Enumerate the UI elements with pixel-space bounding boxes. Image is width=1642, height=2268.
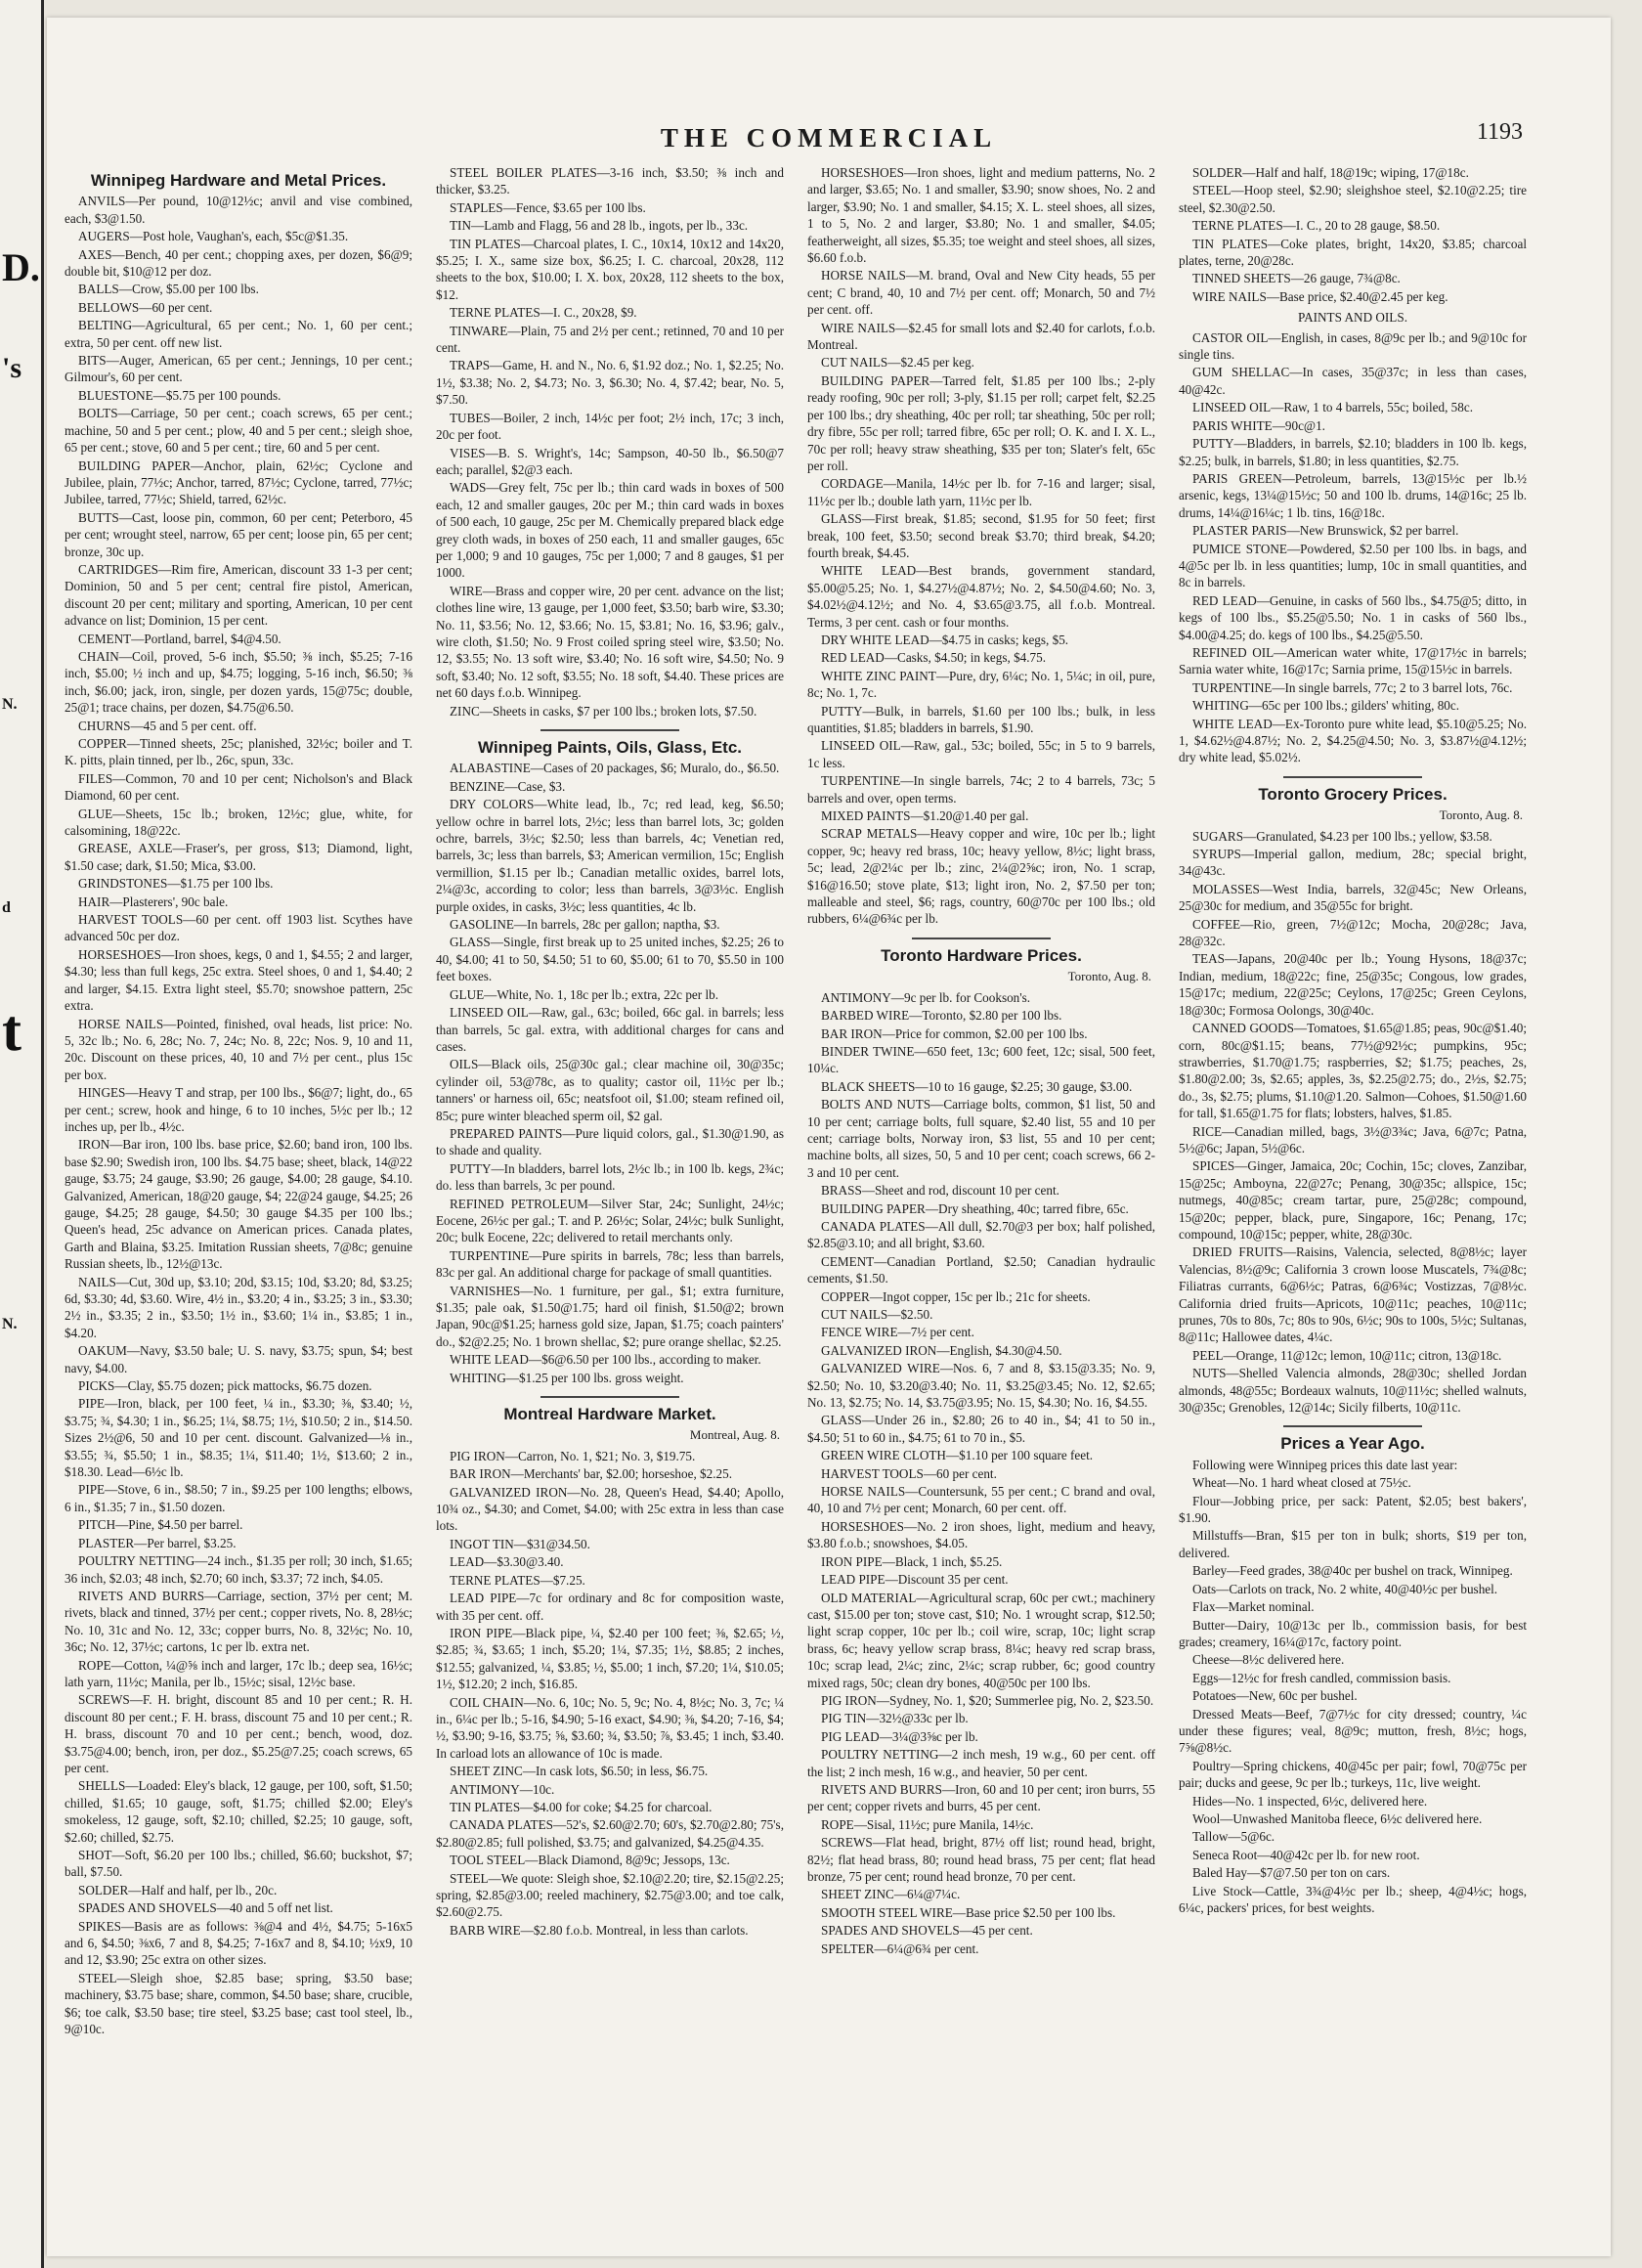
price-entry: SOLDER—Half and half, per lb., 20c. — [78, 1882, 278, 1897]
price-entry: Potatoes—New, 60c per bushel. — [1192, 1688, 1358, 1704]
price-entry: ANVILS—Per pound, 10@12½c; anvil and vise combined, each, $3@1.50. — [65, 194, 412, 226]
price-entry: SCREWS—F. H. bright, discount 85 and 10 per cent.; R. H. discount 80 per cent.; F. H. brass, discount 75 and 10 per cent.; R. H. brass, discount 70 and 10 per cent.; bench, wood, doz. $3.75@4.00; bench, iron, per doz., $5.25@7.25; coach screws, 65 per cent. — [65, 1692, 412, 1775]
price-entry: CEMENT—Portland, barrel, $4@4.50. — [78, 631, 281, 646]
price-entry: IRON—Bar iron, 100 lbs. base price, $2.60; band iron, 100 lbs. base $2.90; Swedish iron, 100 lbs. $4.75 base; sheet, black, 14@22 gauge, $3.75; 24 gauge, $3.90; 26 gauge, $4.00; 28 gauge, $4.10. Galvanized, American, 18@20 gauge, $4; 22@24 gauge, $4.25; 26 gauge, $4.25; 28 gauge, $4.50; 30 gauge $4.35 per 100 lbs.; Queen's head, 25c advance on American prices. Canada plates, Garth and Blaina, $3.25. Imitation Russian sheets, 7@8c; genuine Russian sheets, lb., 12½@13c. — [65, 1137, 412, 1272]
price-entry: RIVETS AND BURRS—Iron, 60 and 10 per cent; iron burrs, 55 per cent; copper rivets and burrs, 45 per cent. — [807, 1781, 1155, 1814]
dateline: Montreal, Aug. 8. — [689, 1427, 780, 1443]
price-entry: PIG TIN—32½@33c per lb. — [821, 1711, 969, 1726]
price-entry: OLD MATERIAL—Agricultural scrap, 60c per cwt.; machinery cast, $15.00 per ton; stove cast, $10; No. 1 wrought scrap, $12.50; light scrap copper, 10c per lb.; coil wire, scrap, 10c; light scrap brass, 6c; heavy yellow scrap brass, 8¼c; heavy red scrap brass, 10c; scrap lead, 2¼c; zinc, 2¼c; scrap rubber, 6c; good country mixed rags, 50c; clean dry bones, 40@50c per 100 lbs. — [807, 1590, 1155, 1690]
price-entry: Dressed Meats—Beef, 7@7½c for city dressed; country, ¼c under these figures; veal, 8@9c; mutton, fresh, 8½c; hogs, 7⅝@8½c. — [1179, 1706, 1527, 1756]
section-heading: Winnipeg Paints, Oils, Glass, Etc. — [477, 738, 743, 757]
price-entry: LINSEED OIL—Raw, gal., 53c; boiled, 55c; in 5 to 9 barrels, 1c less. — [807, 738, 1155, 770]
price-entry: GREASE, AXLE—Fraser's, per gross, $13; Diamond, light, $1.50 case; dark, $1.50; Mica, $3.00. — [65, 841, 412, 873]
price-entry: BARB WIRE—$2.80 f.o.b. Montreal, in less than carlots. — [450, 1922, 749, 1938]
price-entry: SHOT—Soft, $6.20 per 100 lbs.; chilled, $6.60; buckshot, $7; ball, $7.50. — [65, 1848, 412, 1880]
price-entry: POULTRY NETTING—24 inch., $1.35 per roll; 30 inch, $1.65; 36 inch, $2.03; 48 inch, $2.70; 60 inch, $3.37; 72 inch, $4.05. — [65, 1553, 412, 1586]
price-entry: HORSESHOES—Iron shoes, light and medium patterns, No. 2 and larger, $3.65; No. 1 and smaller, $3.90; snow shoes, No. 2 and larger, $3.90; No. 1 and smaller, $4.15; X. L. steel shoes, all sizes, 1 to 5, No. 2 and larger, $3.80; No. 1 and smaller, $4.05; featherweight, all sizes, $5.35; toe weight and steel shoes, all sizes, $6.60 f.o.b. — [807, 165, 1155, 266]
price-entry: SMOOTH STEEL WIRE—Base price $2.50 per 100 lbs. — [821, 1904, 1116, 1920]
price-entry: GALVANIZED WIRE—Nos. 6, 7 and 8, $3.15@3.35; No. 9, $2.50; No. 10, $3.20@3.40; No. 11, $3.25@3.45; No. 12, $2.65; No. 13, $2.75; No. 14, $3.75@3.95; No. 15, $4.30; No. 16, $4.55. — [807, 1361, 1155, 1411]
price-entry: Flax—Market nominal. — [1192, 1599, 1315, 1615]
price-entry: GRINDSTONES—$1.75 per 100 lbs. — [78, 876, 274, 892]
price-entry: CHAIN—Coil, proved, 5-6 inch, $5.50; ⅜ inch, $5.25; 7-16 inch, $5.00; ½ inch and up, $4.75; logging, 5-16 inch, $6.50; ⅜ inch, $6.00; jack, iron, single, per dozen yards, 15@75c; double, 25@1; trace chains, per dozen, $4.75@6.50. — [65, 648, 412, 716]
price-entry: Eggs—12½c for fresh candled, commission basis. — [1192, 1670, 1451, 1685]
price-entry: Butter—Dairy, 10@13c per lb., commission basis, for best grades; creamery, 16¼@17c, factory point. — [1179, 1617, 1527, 1649]
dateline: Toronto, Aug. 8. — [1439, 807, 1523, 823]
price-entry: RED LEAD—Genuine, in casks of 560 lbs., $4.75@5; ditto, in kegs of 100 lbs., $5.25@5.50; No. 1 in casks of 560 lbs., $4.00@4.25; do. kegs of 100 lbs., $4.25@5.50. — [1179, 592, 1527, 642]
price-entry: WHITE LEAD—Best brands, government standard, $5.00@5.25; No. 1, $4.27½@4.87½; No. 2, $4.50@4.60; No. 3, $4.02½@4.12½; and No. 4, $3.65@3.75, all f.o.b. Montreal. Terms, 3 per cent. cash or four months. — [807, 563, 1155, 630]
price-entry: SUGARS—Granulated, $4.23 per 100 lbs.; yellow, $3.58. — [1192, 828, 1492, 844]
price-entry: GUM SHELLAC—In cases, 35@37c; in less than cases, 40@42c. — [1179, 365, 1527, 397]
price-entry: Barley—Feed grades, 38@40c per bushel on track, Winnipeg. — [1192, 1563, 1513, 1579]
price-entry: PIPE—Iron, black, per 100 feet, ¼ in., $3.30; ⅜, $3.40; ½, $3.75; ¾, $4.30; 1 in., $6.25; 1¼, $8.75; 1½, $10.50; 2 in., $14.50. Sizes 2½@6, 50 and 10 per cent. discount. Galvanized—⅛ in., $3.55; ¾, $5.50; 1 in., $8.35; 1¼, $11.40; 1½, $13.60; 2 in., $18.30. Lead—6½c lb. — [65, 1396, 412, 1480]
section-heading: Toronto Grocery Prices. — [1258, 784, 1448, 804]
price-entry: BUILDING PAPER—Anchor, plain, 62½c; Cyclone and Jubilee, plain, 77½c; Anchor, tarred, 87½c; Cyclone, tarred, 77½c; Jubilee, tarred, 77½c; Shield, tarred, 62½c. — [65, 458, 412, 507]
price-entry: PUTTY—Bladders, in barrels, $2.10; bladders in 100 lb. kegs, $2.25; bulk, in barrels, $1.80; in less quantities, $2.75. — [1179, 436, 1527, 468]
price-entry: PIPE—Stove, 6 in., $8.50; 7 in., $9.25 per 100 lengths; elbows, 6 in., $1.35; 7 in., $1.50 dozen. — [65, 1482, 412, 1514]
price-entry: COPPER—Tinned sheets, 25c; planished, 32½c; boiler and T. K. pitts, plain tinned, per lb., 26c, spun, 33c. — [65, 736, 412, 768]
price-entry: MOLASSES—West India, barrels, 32@45c; New Orleans, 25@30c for medium, and 35@55c for bright. — [1179, 881, 1527, 914]
price-entry: SYRUPS—Imperial gallon, medium, 28c; special bright, 34@43c. — [1179, 847, 1527, 879]
price-entry: LINSEED OIL—Raw, gal., 63c; boiled, 66c gal. in barrels; less than barrels, 5c gal. extra, with additional charges for cans and cases. — [436, 1005, 784, 1054]
price-entry: BUTTS—Cast, loose pin, common, 60 per cent; Peterboro, 45 per cent; wrought steel, narrow, 65 per cent; loose pin, 65 per cent; bronze, 30c up. — [65, 509, 412, 559]
price-entry: SPIKES—Basis are as follows: ⅜@4 and 4½, $4.75; 5-16x5 and 6, $4.50; ⅜x6, 7 and 8, $4.25; 7-16x7 and 8, $4.10; ½x9, 10 and 12, $3.90; 25c extra on other sizes. — [65, 1918, 412, 1968]
price-entry: PEEL—Orange, 11@12c; lemon, 10@11c; citron, 13@18c. — [1192, 1347, 1502, 1363]
price-entry: SHEET ZINC—In cask lots, $6.50; in less, $6.75. — [450, 1764, 709, 1779]
price-entry: STAPLES—Fence, $3.65 per 100 lbs. — [450, 199, 646, 215]
price-entry: Following were Winnipeg prices this date last year: — [1192, 1457, 1458, 1472]
price-entry: BUILDING PAPER—Dry sheathing, 40c; tarred fibre, 65c. — [821, 1200, 1129, 1216]
section-divider — [1283, 1425, 1422, 1427]
section-heading: Montreal Hardware Market. — [503, 1405, 716, 1424]
column-1 — [65, 164, 412, 2038]
price-entry: CORDAGE—Manila, 14½c per lb. for 7-16 and larger; sisal, 11½c per lb.; double lath yarn, 11½c per lb. — [807, 476, 1155, 508]
price-entry: PLASTER—Per barrel, $3.25. — [78, 1535, 237, 1550]
adjacent-page-fragment: N. — [2, 1316, 18, 1332]
price-entry: PICKS—Clay, $5.75 dozen; pick mattocks, $6.75 dozen. — [78, 1378, 372, 1394]
price-entry: DRY WHITE LEAD—$4.75 in casks; kegs, $5. — [821, 632, 1069, 647]
price-entry: TINNED SHEETS—26 gauge, 7¾@8c. — [1192, 271, 1401, 286]
price-entry: WIRE NAILS—$2.45 for small lots and $2.40 for carlots, f.o.b. Montreal. — [807, 320, 1155, 353]
price-entry: HARVEST TOOLS—60 per cent. off 1903 list. Scythes have advanced 50c per doz. — [65, 912, 412, 944]
price-entry: OAKUM—Navy, $3.50 bale; U. S. navy, $3.75; spun, $4; best navy, $4.00. — [65, 1343, 412, 1375]
price-entry: IRON PIPE—Black pipe, ¼, $2.40 per 100 feet; ⅜, $2.65; ½, $2.85; ¾, $3.65; 1 inch, $5.20; 1¼, $7.35; 1½, $8.85; 2 inches, $12.55; galvanized, ¼, $3.85; ½, $5.00; 1 inch, $7.20; 1¼, $10.05; 1½, $12.20; 2 inch, $16.85. — [436, 1625, 784, 1692]
price-entry: GLUE—Sheets, 15c lb.; broken, 12½c; glue, white, for calsomining, 18@22c. — [65, 806, 412, 839]
price-entry: CUT NAILS—$2.50. — [821, 1307, 933, 1322]
price-entry: VARNISHES—No. 1 furniture, per gal., $1; extra furniture, $1.35; pale oak, $1.50@1.75; hard oil finish, $1.50@2; brown Japan, 90c@$1.25; harness gold size, Japan, $1.75; coach painters' do., $2@2.25; No. 1 brown shellac, $2; pure orange shellac, $2.25. — [436, 1283, 784, 1349]
price-entry: ROPE—Cotton, ¼@⅝ inch and larger, 17c lb.; deep sea, 16½c; lath yarn, 11½c; Manila, per lb., 15½c; sisal, 12½c base. — [65, 1657, 412, 1689]
adjacent-page-fragment: N. — [2, 696, 18, 713]
price-entry: Wool—Unwashed Manitoba fleece, 6½c delivered here. — [1192, 1810, 1483, 1826]
price-entry: PUTTY—In bladders, barrel lots, 2½c lb.; in 100 lb. kegs, 2¾c; do. less than barrels, 3c per pound. — [436, 1160, 784, 1194]
adjacent-page-fragment: t — [2, 998, 22, 1063]
price-entry: Flour—Jobbing price, per sack: Patent, $2.05; best bakers', $1.90. — [1179, 1493, 1527, 1526]
price-entry: HORSE NAILS—M. brand, Oval and New City heads, 55 per cent; C brand, 40, 10 and 7½ per cent. off; Monarch, 50 and 7½ per cent. off. — [807, 268, 1155, 318]
dateline: Toronto, Aug. 8. — [1067, 969, 1151, 984]
price-entry: PLASTER PARIS—New Brunswick, $2 per barrel. — [1192, 523, 1459, 539]
price-entry: BITS—Auger, American, 65 per cent.; Jennings, 10 per cent.; Gilmour's, 60 per cent. — [65, 353, 412, 385]
price-entry: REFINED OIL—American water white, 17@17½c in barrels; Sarnia water white, 16@17c; Sarnia prime, 15@15½c in barrels. — [1179, 644, 1527, 677]
price-entry: LEAD PIPE—Discount 35 per cent. — [821, 1572, 1009, 1588]
price-entry: BELTING—Agricultural, 65 per cent.; No. 1, 60 per cent.; extra, 50 per cent. off new list. — [65, 318, 412, 350]
price-entry: TUBES—Boiler, 2 inch, 14½c per foot; 2½ inch, 17c; 3 inch, 20c per foot. — [436, 410, 784, 443]
price-entry: ANTIMONY—10c. — [450, 1781, 555, 1797]
section-divider — [540, 729, 679, 731]
price-entry: SPICES—Ginger, Jamaica, 20c; Cochin, 15c; cloves, Zanzibar, 15@25c; Amboyna, 22@27c; Penang, 30@35c; allspice, 15c; nutmegs, 40@85c; cream tartar, pure, 25@28c; compound, 15@20c; pepper, black, pure, Singapore, 16c; Penang, 17c; compound, 10@15c; pepper, white, 28@30c. — [1179, 1158, 1527, 1242]
price-entry: TURPENTINE—Pure spirits in barrels, 78c; less than barrels, 83c per gal. An additional charge for package of small quantities. — [436, 1247, 784, 1281]
price-entry: BINDER TWINE—650 feet, 13c; 600 feet, 12c; sisal, 500 feet, 10¼c. — [807, 1043, 1155, 1076]
price-entry: LEAD PIPE—7c for ordinary and 8c for composition waste, with 35 per cent. off. — [436, 1591, 784, 1623]
price-entry: AXES—Bench, 40 per cent.; chopping axes, per dozen, $6@9; double bit, $10@12 per doz. — [65, 246, 412, 280]
price-entry: PIG IRON—Carron, No. 1, $21; No. 3, $19.75. — [450, 1448, 696, 1463]
price-entry: ROPE—Sisal, 11½c; pure Manila, 14½c. — [821, 1816, 1034, 1832]
price-entry: Baled Hay—$7@7.50 per ton on cars. — [1192, 1865, 1391, 1881]
price-entry: TERNE PLATES—$7.25. — [450, 1572, 585, 1588]
price-entry: HINGES—Heavy T and strap, per 100 lbs., $6@7; light, do., 65 per cent.; screw, hook and hinge, 6 to 10 inches, 5½c per lb.; 12 inches up, per lb., 4½c. — [65, 1085, 412, 1134]
price-entry: HORSE NAILS—Pointed, finished, oval heads, list price: No. 5, 32c lb.; No. 6, 28c; No. 7, 24c; No. 8, 22c; Nos. 9, 10 and 11, 20c. Discount on these prices, 40, 10 and 7½ per cent., plus 15c per box. — [65, 1016, 412, 1082]
price-entry: WHITE LEAD—$6@6.50 per 100 lbs., according to maker. — [450, 1352, 761, 1368]
price-entry: GLASS—Single, first break up to 25 united inches, $2.25; 26 to 40, $4.00; 41 to 50, $4.50; 51 to 60, $5.00; 61 to 70, $5.50 in 100 feet boxes. — [436, 935, 784, 984]
price-entry: SPADES AND SHOVELS—40 and 5 off net list. — [78, 1900, 333, 1916]
price-entry: Seneca Root—40@42c per lb. for new root. — [1192, 1847, 1420, 1862]
price-entry: BALLS—Crow, $5.00 per 100 lbs. — [78, 282, 259, 297]
price-entry: TOOL STEEL—Black Diamond, 8@9c; Jessops, 13c. — [450, 1853, 730, 1868]
price-entry: WIRE NAILS—Base price, $2.40@2.45 per keg. — [1192, 288, 1448, 304]
price-entry: COPPER—Ingot copper, 15c per lb.; 21c for sheets. — [821, 1288, 1091, 1304]
price-entry: ZINC—Sheets in casks, $7 per 100 lbs.; broken lots, $7.50. — [450, 703, 757, 719]
price-entry: CANADA PLATES—52's, $2.60@2.70; 60's, $2.70@2.80; 75's, $2.80@2.85; full polished, $3.75; and galvanized, $4.25@4.35. — [436, 1817, 784, 1850]
price-entry: GALVANIZED IRON—English, $4.30@4.50. — [821, 1342, 1062, 1358]
price-entry: Wheat—No. 1 hard wheat closed at 75½c. — [1192, 1475, 1411, 1491]
price-entry: HARVEST TOOLS—60 per cent. — [821, 1465, 997, 1481]
price-entry: BAR IRON—Price for common, $2.00 per 100 lbs. — [821, 1025, 1088, 1041]
price-entry: CASTOR OIL—English, in cases, 8@9c per lb.; and 9@10c for single tins. — [1179, 329, 1527, 363]
price-entry: BOLTS AND NUTS—Carriage bolts, common, $1 list, 50 and 10 per cent; carriage bolts, full square, $2.40 list, 55 and 10 per cent; carriage bolts, Norway iron, $3 list, 55 and 10 per cent; machine bolts, all sizes, 50, 5 and 10 per cent; coach screws, 66 2-3 and 10 per cent. — [807, 1097, 1155, 1180]
section-divider — [1283, 776, 1422, 778]
price-entry: WADS—Grey felt, 75c per lb.; thin card wads in boxes of 500 each, 12 and smaller gauges, 20c per M.; thin card wads in boxes of 500 each, 10 gauge, 25c per M. Chemically prepared black edge grey cloth wads, in boxes of 250 each, 11 and smaller gauges, 65c per 1,000; 9 and 10 gauges, 75c per 1,000; 7 and 8 gauges, $1 per 1000. — [436, 480, 784, 581]
price-entry: PIG LEAD—3¼@3⅝c per lb. — [821, 1728, 978, 1744]
column-4 — [1179, 164, 1527, 1917]
price-entry: DRY COLORS—White lead, lb., 7c; red lead, keg, $6.50; yellow ochre in barrel lots, 2½c; less than barrel lots, 3c; golden ochre, barrels, 3½c; $2.50; less than barrels, 4c; Venetian red, barrels, 3c; less than barrels, $3; American vermilion, 15c; English vermillion, $1.15 per lb.; Canadian metallic oxides, barrel lots, 2¼@3c, according to color; less than barrels, 3@3½c. English purple oxides, in casks, 3½c; less quantities, 4c lb. — [436, 797, 784, 914]
price-entry: FENCE WIRE—7½ per cent. — [821, 1325, 974, 1340]
price-entry: GLASS—First break, $1.85; second, $1.95 for 50 feet; first break, 100 feet, $3.50; second break $3.70; third break, $4.20; fourth break, $4.45. — [807, 511, 1155, 560]
price-entry: STEEL—Hoop steel, $2.90; sleighshoe steel, $2.10@2.25; tire steel, $2.30@2.50. — [1179, 183, 1527, 215]
price-entry: TERNE PLATES—I. C., 20 to 28 gauge, $8.50. — [1192, 218, 1441, 234]
price-entry: CUT NAILS—$2.45 per keg. — [821, 355, 974, 371]
price-entry: CEMENT—Canadian Portland, $2.50; Canadian hydraulic cements, $1.50. — [807, 1253, 1155, 1287]
price-entry: RIVETS AND BURRS—Carriage, section, 37½ per cent; M. rivets, black and tinned, 37½ per cent.; copper rivets, No. 8, 28½c; No. 10, 31c and No. 12, 33c; copper burrs, No. 8, 32½c; No. 10, 36c; No. 12, 37½c; cartons, 1c per lb. extra net. — [65, 1588, 412, 1655]
section-heading: Prices a Year Ago. — [1280, 1434, 1425, 1454]
price-entry: SOLDER—Half and half, 18@19c; wiping, 17@18c. — [1192, 165, 1469, 180]
price-entry: SCRAP METALS—Heavy copper and wire, 10c per lb.; light copper, 9c; heavy red brass, 10c; heavy yellow, 8½c; light brass, 5c; lead, 2@2¼c per lb.; zinc, 2¼@2⅝c; iron, No. 1 scrap, $16@16.50; stove plate, $13; light iron, No. 2, $7.50 per ton; malleable and steel, $6; rags, country, 60@70c per 100 lbs.; old rubbers, 6¼@6¾c per lb. — [807, 826, 1155, 927]
price-entry: CANNED GOODS—Tomatoes, $1.65@1.85; peas, 90c@$1.40; corn, 80c@$1.15; beans, 77½@92½c; pumpkins, 95c; strawberries, $1.70@1.75; raspberries, $2; $1.75; peaches, 2s, $1.80@2.00; 3s, $2.65; apples, 3s, $2.25@2.75; do., 2½s, $2.75; do., 3s, $2.75; plums, $1.10@1.20. Salmon—Cohoes, $1.50@1.60 for tall, $1.65@1.75 for flats; lobsters, halves, $1.85. — [1179, 1021, 1527, 1121]
price-entry: HORSESHOES—Iron shoes, kegs, 0 and 1, $4.55; 2 and larger, $4.30; less than full kegs, 25c extra. Steel shoes, 0 and 1, $4.40; 2 and larger, $4.15. Extra light steel, $5.70; snowshoe pattern, 25c extra. — [65, 946, 412, 1014]
price-entry: TINWARE—Plain, 75 and 2½ per cent.; retinned, 70 and 10 per cent. — [436, 323, 784, 356]
section-divider — [540, 1396, 679, 1398]
price-entry: Hides—No. 1 inspected, 6½c, delivered here. — [1192, 1793, 1428, 1809]
price-entry: SPADES AND SHOVELS—45 per cent. — [821, 1923, 1033, 1939]
price-entry: PREPARED PAINTS—Pure liquid colors, gal., $1.30@1.90, as to shade and quality. — [436, 1125, 784, 1158]
price-entry: MIXED PAINTS—$1.20@1.40 per gal. — [821, 808, 1029, 824]
price-entry: WIRE—Brass and copper wire, 20 per cent. advance on the list; clothes line wire, 13 gauge, per 1,000 feet, $3.50; barb wire, $3.30; No. 11, $3.56; No. 12, $3.66; No. 15, $3.81; No. 16, $3.96; galv., wire cloth, $1.50; No. 9 Frost coiled spring steel wire, $3.50; No. 12, $3.55; No. 13 soft wire, $3.40; No. 16 soft wire, $4.50; No. 9 soft, $3.40; No. 12 soft, $3.55; No. 18 soft, $4.40. These prices are net 60 days f.o.b. Winnipeg. — [436, 583, 784, 701]
price-entry: NUTS—Shelled Valencia almonds, 28@30c; shelled Jordan almonds, 48@55c; Bordeaux walnuts, 10@11½c; shelled walnuts, 30@35c; Grenobles, 12@14c; Sicily filberts, 10@11c. — [1179, 1366, 1527, 1416]
price-entry: Tallow—5@6c. — [1192, 1829, 1275, 1845]
price-entry: ANTIMONY—9c per lb. for Cookson's. — [821, 989, 1031, 1005]
price-entry: VISES—B. S. Wright's, 14c; Sampson, 40-50 lb., $6.50@7 each; parallel, $2@3 each. — [436, 445, 784, 477]
price-entry: HORSE NAILS—Countersunk, 55 per cent.; C brand and oval, 40, 10 and 7½ per cent; Monarch, 60 per cent. off. — [807, 1484, 1155, 1516]
price-entry: OILS—Black oils, 25@30c gal.; clear machine oil, 30@35c; cylinder oil, 53@78c, as to quality; castor oil, 11½c per lb.; tanners' or harness oil, 65c; neatsfoot oil, $1.00; steam refined oil, 85c; pure winter bleached sperm oil, $2 gal. — [436, 1057, 784, 1123]
price-entry: RICE—Canadian milled, bags, 3½@3¾c; Java, 6@7c; Patna, 5½@6c; Japan, 5½@6c. — [1179, 1123, 1527, 1156]
section-divider — [912, 938, 1051, 939]
section-heading: Winnipeg Hardware and Metal Prices. — [90, 171, 387, 190]
adjacent-page-strip — [0, 0, 44, 2268]
adjacent-page-fragment: D. — [2, 245, 40, 289]
price-entry: Oats—Carlots on track, No. 2 white, 40@40½c per bushel. — [1192, 1581, 1498, 1596]
price-entry: SCREWS—Flat head, bright, 87½ off list; round head, bright, 82½; flat head brass, 80; round head brass, 75 per cent; flat head bronze, 75 per cent; round head bronze, 70 per cent. — [807, 1835, 1155, 1884]
price-entry: BRASS—Sheet and rod, discount 10 per cent. — [821, 1183, 1059, 1199]
price-entry: LEAD—$3.30@3.40. — [450, 1554, 564, 1570]
price-entry: BAR IRON—Merchants' bar, $2.00; horseshoe, $2.25. — [450, 1466, 733, 1482]
price-entry: Cheese—8½c delivered here. — [1192, 1652, 1345, 1668]
page-title: THE COMMERCIAL — [660, 123, 998, 153]
price-entry: WHITE LEAD—Ex-Toronto pure white lead, $5.10@5.25; No. 1, $4.62½@4.87½; No. 2, $4.25@4.50; No. 3, $3.87½@4.12½; dry white lead, $5.02½. — [1179, 716, 1527, 765]
price-entry: COIL CHAIN—No. 6, 10c; No. 5, 9c; No. 4, 8½c; No. 3, 7c; ¼ in., 6¼c per lb.; 5-16, $4.90; 5-16 exact, $4.90; ⅜, $4.20; 7-16, $4; ½, $3.90; 9-16, $3.75; ⅝, $3.60; ¾, $3.50; ⅞, $3.45; 1 inch, $3.40. In carload lots an allowance of 10c is made. — [436, 1694, 784, 1761]
page-number: 1193 — [1476, 119, 1523, 145]
price-entry: Millstuffs—Bran, $15 per ton in bulk; shorts, $19 per ton, delivered. — [1179, 1528, 1527, 1560]
price-entry: TIN PLATES—$4.00 for coke; $4.25 for charcoal. — [450, 1799, 713, 1814]
price-entry: BLUESTONE—$5.75 per 100 pounds. — [78, 387, 281, 403]
subsection-heading: PAINTS AND OILS. — [1298, 310, 1407, 326]
price-entry: PUMICE STONE—Powdered, $2.50 per 100 lbs. in bags, and 4@5c per lb. in less quantities; lump, 10c in small quantities, and 8c in barrels. — [1179, 541, 1527, 590]
newspaper-page — [47, 18, 1611, 2256]
price-entry: GALVANIZED IRON—No. 28, Queen's Head, $4.40; Apollo, 10¾ oz., $4.30; and Comet, $4.00; with 25c extra in less than case lots. — [436, 1484, 784, 1534]
price-entry: PITCH—Pine, $4.50 per barrel. — [78, 1517, 243, 1533]
price-entry: TIN PLATES—Coke plates, bright, 14x20, $3.85; charcoal plates, terne, 20@28c. — [1179, 236, 1527, 269]
price-entry: BARBED WIRE—Toronto, $2.80 per 100 lbs. — [821, 1008, 1062, 1024]
price-entry: TEAS—Japans, 20@40c per lb.; Young Hysons, 18@37c; Indian, medium, 18@22c; fine, 25@35c; Congous, low grades, 15@17c; medium, 22@25c; Ceylons, 17@25c; Green Ceylons, 18@30c; Formosa Oolongs, 30@40c. — [1179, 951, 1527, 1018]
adjacent-page-fragment: d — [2, 899, 11, 916]
price-entry: BUILDING PAPER—Tarred felt, $1.85 per 100 lbs.; 2-ply ready roofing, 90c per roll; 3-ply, $1.15 per roll; carpet felt, $2.25 per 100 lbs.; dry sheathing, 40c per roll; tar sheathing, 50c per roll; dry fibre, 55c per roll; tarred fibre, 65c per roll; O. K. and I. X. L., 70c per roll; heavy straw sheathing, $35 per ton; Slater's felt, 65c per roll. — [807, 372, 1155, 473]
price-entry: TIN PLATES—Charcoal plates, I. C., 10x14, 10x12 and 14x20, $5.25; I. X., same size box, $6.25; I. C. charcoal, 20x28, 112 sheets to the box, $10.00; I. X. box, 20x28, 112 sheets to the box, $12. — [436, 236, 784, 302]
price-entry: STEEL—We quote: Sleigh shoe, $2.10@2.20; tire, $2.15@2.25; spring, $2.85@3.00; reeled machinery, $2.75@3.00; and toe calk, $2.60@2.75. — [436, 1870, 784, 1920]
price-entry: BENZINE—Case, $3. — [450, 778, 566, 794]
price-entry: PUTTY—Bulk, in barrels, $1.60 per 100 lbs.; bulk, in less quantities, $1.85; bladders in barrels, $1.90. — [807, 703, 1155, 735]
price-entry: SHELLS—Loaded: Eley's black, 12 gauge, per 100, soft, $1.50; chilled, $1.65; 10 gauge, soft, $1.75; chilled $2.00; Eley's smokeless, 12 gauge, soft, $2.10; chilled, $2.25; 10 gauge, soft, $2.60; chilled, $2.75. — [65, 1778, 412, 1845]
price-entry: CHURNS—45 and 5 per cent. off. — [78, 718, 257, 733]
section-heading: Toronto Hardware Prices. — [881, 945, 1082, 965]
price-entry: LINSEED OIL—Raw, 1 to 4 barrels, 55c; boiled, 58c. — [1192, 400, 1474, 415]
price-entry: BOLTS—Carriage, 50 per cent.; coach screws, 65 per cent.; machine, 50 and 5 per cent.; plow, 40 and 5 per cent.; sleigh shoe, 65 per cent.; stove, 60 and 5 per cent.; tire, 60 and 5 per cent. — [65, 406, 412, 456]
price-entry: GLASS—Under 26 in., $2.80; 26 to 40 in., $4; 41 to 50 in., $4.50; 51 to 60 in., $4.75; 61 to 70 in., $5. — [807, 1413, 1155, 1445]
price-entry: TERNE PLATES—I. C., 20x28, $9. — [450, 305, 637, 321]
price-entry: RED LEAD—Casks, $4.50; in kegs, $4.75. — [821, 650, 1047, 666]
price-entry: BLACK SHEETS—10 to 16 gauge, $2.25; 30 gauge, $3.00. — [821, 1078, 1133, 1094]
column-2 — [436, 164, 784, 1940]
price-entry: HORSESHOES—No. 2 iron shoes, light, medium and heavy, $3.80 f.o.b.; snowshoes, $4.05. — [807, 1518, 1155, 1551]
price-entry: PIG IRON—Sydney, No. 1, $20; Summerlee pig, No. 2, $23.50. — [821, 1692, 1154, 1708]
price-entry: CARTRIDGES—Rim fire, American, discount 33 1-3 per cent; Dominion, 50 and 5 per cent; central fire pistol, American, discount 20 per cent; military and sporting, American, 10 per cent advance on list; Dominion, 15 per cent. — [65, 561, 412, 629]
price-entry: CANADA PLATES—All dull, $2.70@3 per box; half polished, $2.85@3.10; and all bright, $3.60. — [807, 1218, 1155, 1251]
price-entry: Live Stock—Cattle, 3¾@4½c per lb.; sheep, 4@4½c; hogs, 6¼c, packers' prices, for best weights. — [1179, 1883, 1527, 1915]
price-entry: ALABASTINE—Cases of 20 packages, $6; Muralo, do., $6.50. — [450, 761, 780, 776]
price-entry: INGOT TIN—$31@34.50. — [450, 1536, 590, 1551]
price-entry: IRON PIPE—Black, 1 inch, $5.25. — [821, 1553, 1003, 1569]
price-entry: PARIS WHITE—90c@1. — [1192, 417, 1325, 433]
adjacent-page-fragment: 's — [2, 352, 22, 384]
price-entry: WHITE ZINC PAINT—Pure, dry, 6¼c; No. 1, 5¼c; in oil, pure, 8c; No. 1, 7c. — [807, 668, 1155, 701]
price-entry: SHEET ZINC—6¼@7¼c. — [821, 1887, 961, 1902]
price-entry: TURPENTINE—In single barrels, 74c; 2 to 4 barrels, 73c; 5 barrels and over, open terms. — [807, 773, 1155, 806]
price-entry: TIN—Lamb and Flagg, 56 and 28 lb., ingots, per lb., 33c. — [450, 218, 749, 234]
price-entry: GREEN WIRE CLOTH—$1.10 per 100 square feet. — [821, 1448, 1094, 1463]
price-entry: PARIS GREEN—Petroleum, barrels, 13@15½c per lb.½ arsenic, kegs, 13¼@15½c; 50 and 100 lb. drums, 14@16c; 25 lb. drums, 14¼@16¼c; 1 lb. tins, 16@18c. — [1179, 470, 1527, 520]
price-entry: TURPENTINE—In single barrels, 77c; 2 to 3 barrel lots, 76c. — [1192, 679, 1513, 695]
price-entry: WHITING—$1.25 per 100 lbs. gross weight. — [450, 1370, 684, 1385]
price-entry: FILES—Common, 70 and 10 per cent; Nicholson's and Black Diamond, 60 per cent. — [65, 770, 412, 804]
price-entry: BELLOWS—60 per cent. — [78, 299, 213, 315]
price-entry: STEEL BOILER PLATES—3-16 inch, $3.50; ⅜ inch and thicker, $3.25. — [436, 165, 784, 197]
price-entry: Poultry—Spring chickens, 40@45c per pair; fowl, 70@75c per pair; ducks and geese, 9c per lb.; turkeys, 11c, live weight. — [1179, 1758, 1527, 1791]
price-entry: NAILS—Cut, 30d up, $3.10; 20d, $3.15; 10d, $3.20; 8d, $3.25; 6d, $3.30; 4d, $3.60. Wire, 4½ in., $3.20; 4 in., $3.25; 3 in., $3.30; 2½ in., $3.35; 2 in., $3.50; 1½ in., $3.60; 1¼ in., $3.85; 1 in., $4.20. — [65, 1274, 412, 1340]
price-entry: GLUE—White, No. 1, 18c per lb.; extra, 22c per lb. — [450, 986, 719, 1002]
price-entry: HAIR—Plasterers', 90c bale. — [78, 894, 229, 909]
price-entry: AUGERS—Post hole, Vaughan's, each, $5c@$1.35. — [78, 229, 349, 244]
price-entry: COFFEE—Rio, green, 7½@12c; Mocha, 20@28c; Java, 28@32c. — [1179, 916, 1527, 949]
price-entry: POULTRY NETTING—2 inch mesh, 19 w.g., 60 per cent. off the list; 2 inch mesh, 16 w.g., and heavier, 50 per cent. — [807, 1747, 1155, 1779]
price-entry: WHITING—65c per 100 lbs.; gilders' whiting, 80c. — [1192, 698, 1460, 714]
price-entry: SPELTER—6¼@6¾ per cent. — [821, 1941, 979, 1956]
price-entry: GASOLINE—In barrels, 28c per gallon; naptha, $3. — [450, 917, 720, 933]
price-entry: DRIED FRUITS—Raisins, Valencia, selected, 8@8½c; layer Valencias, 8½@9c; California 3 crown loose Muscatels, 7¾@8c; Filiatras currants, 6@6½c; Patras, 6@6¾c; Vostizzas, 7@8½c. California dried fruits—Apricots, 10@11c; peaches, 10@11c; prunes, 70s to 80s, 7c; 80s to 90s, 6½c; 90s to 100s, 5½c; Sultanas, 8@11c; Hallowee dates, 4¼c. — [1179, 1244, 1527, 1345]
column-3 — [807, 164, 1155, 1958]
price-entry: REFINED PETROLEUM—Silver Star, 24c; Sunlight, 24½c; Eocene, 26½c per gal.; T. and P. 26½c; Solar, 24½c; bulk Sunlight, 20c; bulk Eocene, 22c; delivered to retail merchants only. — [436, 1196, 784, 1245]
price-entry: TRAPS—Game, H. and N., No. 6, $1.92 doz.; No. 1, $2.25; No. 1½, $3.38; No. 2, $4.73; No. 3, $6.30; No. 4, $7.42; bear, No. 5, $7.50. — [436, 358, 784, 408]
price-entry: STEEL—Sleigh shoe, $2.85 base; spring, $3.50 base; machinery, $3.75 base; share, common, $4.50 base; share, crucible, $6; toe calk, $3.50 base; tire steel, $3.25 base; cast tool steel, lb., 9@10c. — [65, 1970, 412, 2037]
